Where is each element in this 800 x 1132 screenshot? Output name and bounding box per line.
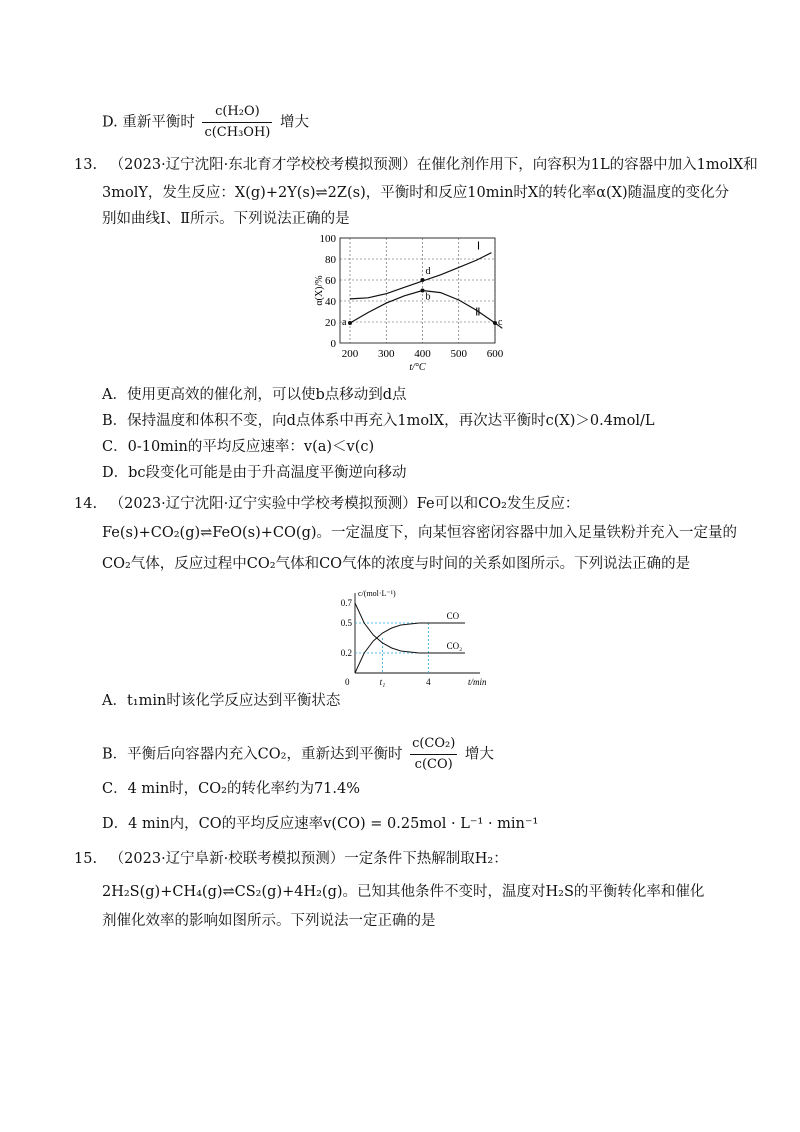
y-tick-label: 0.5 xyxy=(340,618,352,628)
series-line-1 xyxy=(350,253,491,299)
y-axis-label: c/(mol·L⁻¹) xyxy=(358,589,396,598)
q13-stem-line-2: 3molY，发生反应：X(g)+2Y(s)⇌2Z(s)，平衡时和反应10min时X的转化率α(X)随温度的变化分 xyxy=(102,185,730,201)
x-axis-label: t/min xyxy=(468,677,487,687)
q14-stem-line-1: 14. （2023·辽宁沈阳·辽宁实验中学校考模拟预测）Fe可以和CO₂发生反应： xyxy=(74,496,580,512)
point-label-a: a xyxy=(342,317,347,329)
q14-stem-line-2: Fe(s)+CO₂(g)⇌FeO(s)+CO(g)。一定温度下，向某恒容密闭容器中加入足量铁粉并充入一定量的 xyxy=(102,525,738,541)
q13-stem-line-3: 别如曲线Ⅰ、Ⅱ所示。下列说法正确的是 xyxy=(102,211,350,227)
y-tick-label: 60 xyxy=(325,275,336,287)
x-tick-label: 400 xyxy=(414,348,431,360)
q13-option-d[interactable]: D．bc段变化可能是由于升高温度平衡逆向移动 xyxy=(102,465,407,481)
x-tick-label: 200 xyxy=(341,348,359,360)
x-tick-label: t₁ xyxy=(379,677,386,687)
q12-option-d[interactable]: D. 重新平衡时 $\frac{\text{c(H₂O)}}{\text{c(CH₃OH)}}$ 增大 xyxy=(102,104,309,140)
x-tick-label: 600 xyxy=(486,348,504,360)
series-label-2: Ⅱ xyxy=(475,306,481,319)
point-b xyxy=(421,289,425,293)
y-tick-label: 20 xyxy=(325,317,336,329)
q14-option-a[interactable]: A．t₁min时该化学反应达到平衡状态 xyxy=(102,693,341,709)
q13-stem-line-1: 13. （2023·辽宁沈阳·东北育才学校校考模拟预测）在催化剂作用下，向容积为1L的容器中加入1molX和 xyxy=(74,157,758,173)
y-tick-label: 40 xyxy=(325,296,336,308)
point-label-b: b xyxy=(425,291,431,303)
q14-number: 14. xyxy=(74,496,98,512)
series-label-1: CO xyxy=(446,611,460,621)
x-tick-label: 4 xyxy=(426,677,431,687)
q14-stem-line-3: CO₂气体，反应过程中CO₂气体和CO气体的浓度与时间的关系如图所示。下列说法正确的是 xyxy=(102,556,691,572)
q12-fraction: $\frac{\text{c(H₂O)}}{\text{c(CH₃OH)}}$ xyxy=(204,104,271,140)
q14-option-b[interactable]: B．平衡后向容器内充入CO₂，重新达到平衡时 $\frac{\text{c(CO₂)}}{c(CO)}$ 增大 xyxy=(102,736,494,772)
series-label-1: Ⅰ xyxy=(476,240,481,253)
y-tick-label: 0 xyxy=(330,338,336,350)
origin-label: 0 xyxy=(345,677,350,687)
q15-stem-line-3: 剂催化效率的影响如图所示。下列说法一定正确的是 xyxy=(102,913,436,929)
x-tick-label: 500 xyxy=(450,348,467,360)
point-label-c: c xyxy=(498,317,503,329)
q14-fraction: $\frac{\text{c(CO₂)}}{c(CO)}$ xyxy=(412,736,456,772)
y-tick-label: 0.2 xyxy=(340,648,352,658)
y-tick-label: 100 xyxy=(319,233,336,245)
q14-option-d[interactable]: D．4 min内，CO的平均反应速率v(CO) = 0.25mol · L⁻¹ · min⁻¹ xyxy=(102,816,539,832)
y-tick-label: 0.7 xyxy=(340,598,352,608)
q13-number: 13. xyxy=(74,157,98,173)
point-c xyxy=(493,321,497,325)
q15-stem-line-1: 15. （2023·辽宁阜新·校联考模拟预测）一定条件下热解制取H₂： xyxy=(74,851,508,867)
point-label-d: d xyxy=(425,266,431,277)
q13-option-c[interactable]: C．0-10min的平均反应速率：v(a)＜v(c) xyxy=(102,439,375,455)
plot-frame xyxy=(340,238,495,343)
q14-option-c[interactable]: C．4 min时，CO₂的转化率约为71.4% xyxy=(102,781,361,797)
y-tick-label: 80 xyxy=(325,254,336,266)
point-a xyxy=(348,321,352,325)
q14-chart xyxy=(330,585,490,695)
q13-chart xyxy=(310,228,510,378)
point-d xyxy=(421,278,425,282)
y-axis-label: α(X)/% xyxy=(314,275,325,306)
x-axis-label: t/°C xyxy=(409,362,426,373)
x-tick-label: 300 xyxy=(378,348,395,360)
q13-option-b[interactable]: B．保持温度和体积不变，向d点体系中再充入1molX，再次达平衡时c(X)＞0.4mol/L xyxy=(102,413,655,429)
q13-option-a[interactable]: A．使用更高效的催化剂，可以使b点移动到d点 xyxy=(102,387,407,403)
series-label-2: CO₂ xyxy=(446,641,463,651)
q15-number: 15. xyxy=(74,851,98,867)
q15-stem-line-2: 2H₂S(g)+CH₄(g)⇌CS₂(g)+4H₂(g)。已知其他条件不变时，温度对H₂S的平衡转化率和催化 xyxy=(102,884,705,900)
